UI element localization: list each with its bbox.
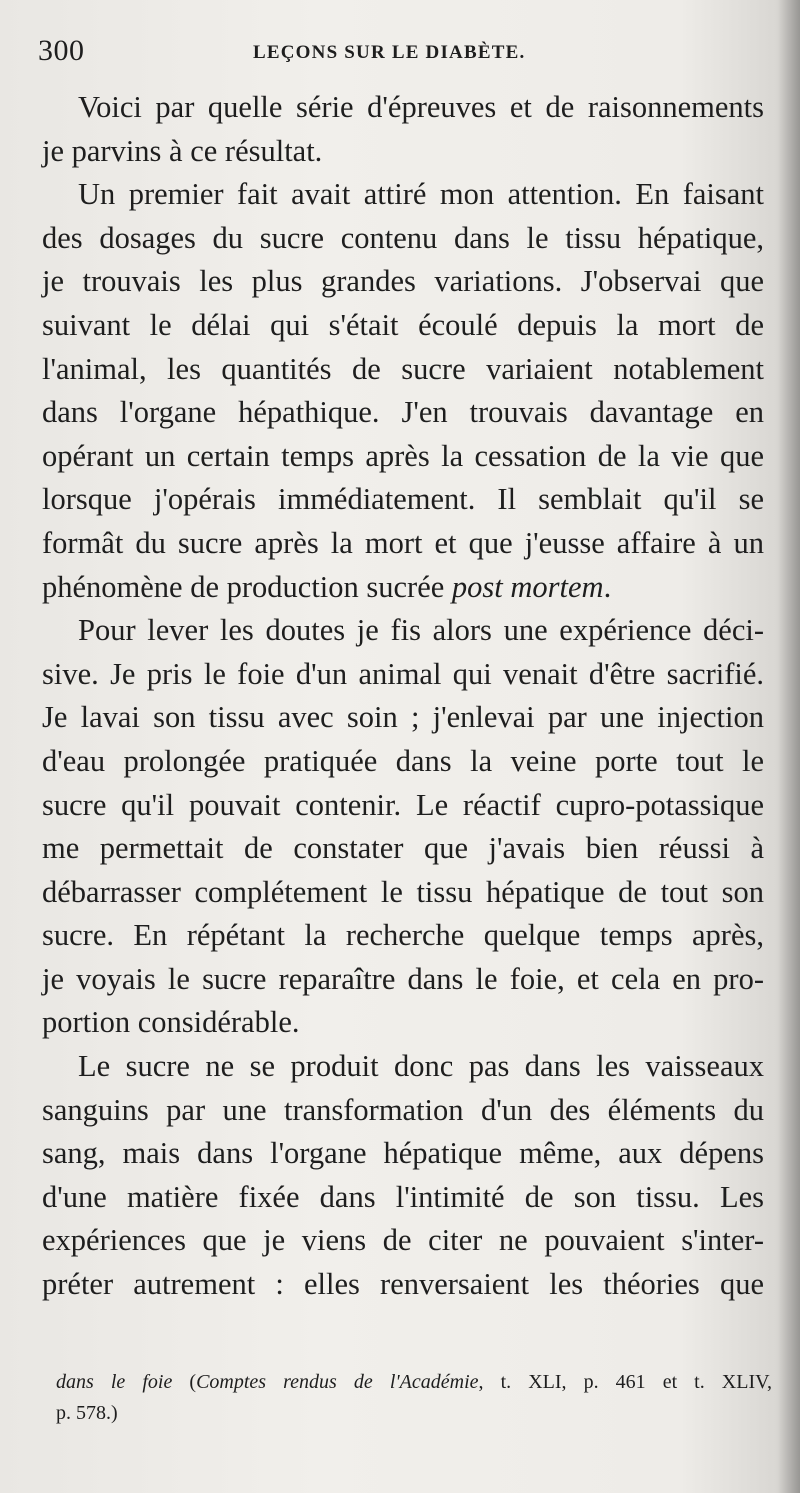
text-line: Voici par quelle série d'épreuves et de raisonnements [78,90,764,124]
text-line: sucre qu'il pouvait contenir. Le réactif cupro-potassique [42,787,764,822]
text-line: je parvins à ce résultat. [42,133,323,168]
page-spine-shadow [778,0,800,1493]
text-line: d'une matière fixée dans l'intimité de son tissu. Les [42,1179,764,1214]
text-line: lorsque j'opérais immédiatement. Il semblait qu'il se [42,482,764,517]
text-line: débarrasser complétement le tissu hépatique de tout son [42,874,764,909]
text-line: sucre. En répétant la recherche quelque temps après, [42,918,764,953]
text-line: formât du sucre après la mort et que j'eusse affaire à un [42,525,764,560]
running-header [38,34,758,74]
text-line: des dosages du sucre contenu dans le tissu hépatique, [42,220,764,255]
text-line: préter autrement : elles renversaient les théories que [42,1267,764,1302]
italic-phrase: post mortem [451,569,604,604]
text-line: d'eau prolongée pratiquée dans la veine porte tout le [42,743,764,778]
text-fragment: . [603,569,612,604]
page-number: 300 [38,34,85,67]
text-line: dans l'organe hépathique. J'en trouvais davantage en [42,395,764,430]
footnote-line [56,1367,772,1398]
footnote-fragment: ( [189,1371,197,1393]
text-line: portion considérable. [42,1005,300,1040]
text-line: je trouvais les plus grandes variations. J'observai que [42,264,764,299]
text-line: sanguins par une transformation d'un des éléments du [42,1092,764,1127]
text-line: expériences que je viens de citer ne pouvaient s'inter- [42,1223,764,1258]
text-line: Un premier fait avait attiré mon attention. En faisant [78,177,764,212]
text-line: sive. Je pris le foie d'un animal qui venait d'être sacrifié. [42,656,764,691]
text-line: sang, mais dans l'organe hépatique même, aux dépens [42,1136,764,1171]
footnote-journal-title: Comptes rendus de l'Académie [196,1371,479,1393]
footnote [56,1367,772,1429]
text-line [42,566,764,610]
text-line: Je lavai son tissu avec soin ; j'enlevai par une injection [42,700,764,735]
footnote-line: p. 578.) [56,1402,118,1424]
text-line: je voyais le sucre reparaître dans le foie, et cela en pro- [42,961,764,996]
footnote-italic-phrase: dans le foie [56,1371,173,1393]
text-fragment: phénomène de production sucrée [42,569,445,604]
text-line: l'animal, les quantités de sucre variaient notablement [42,351,764,386]
text-line: Le sucre ne se produit donc pas dans les vaisseaux [78,1049,764,1084]
footnote-fragment: , t. XLI, p. 461 et t. XLIV, [478,1371,772,1393]
body-text [42,86,764,1307]
running-title: LEÇONS SUR LE DIABÈTE. [253,42,526,63]
text-line: opérant un certain temps après la cessation de la vie que [42,438,764,473]
text-line: Pour lever les doutes je fis alors une expérience déci- [78,613,764,648]
text-line: me permettait de constater que j'avais bien réussi à [42,831,764,866]
text-line: suivant le délai qui s'était écoulé depuis la mort de [42,307,764,342]
